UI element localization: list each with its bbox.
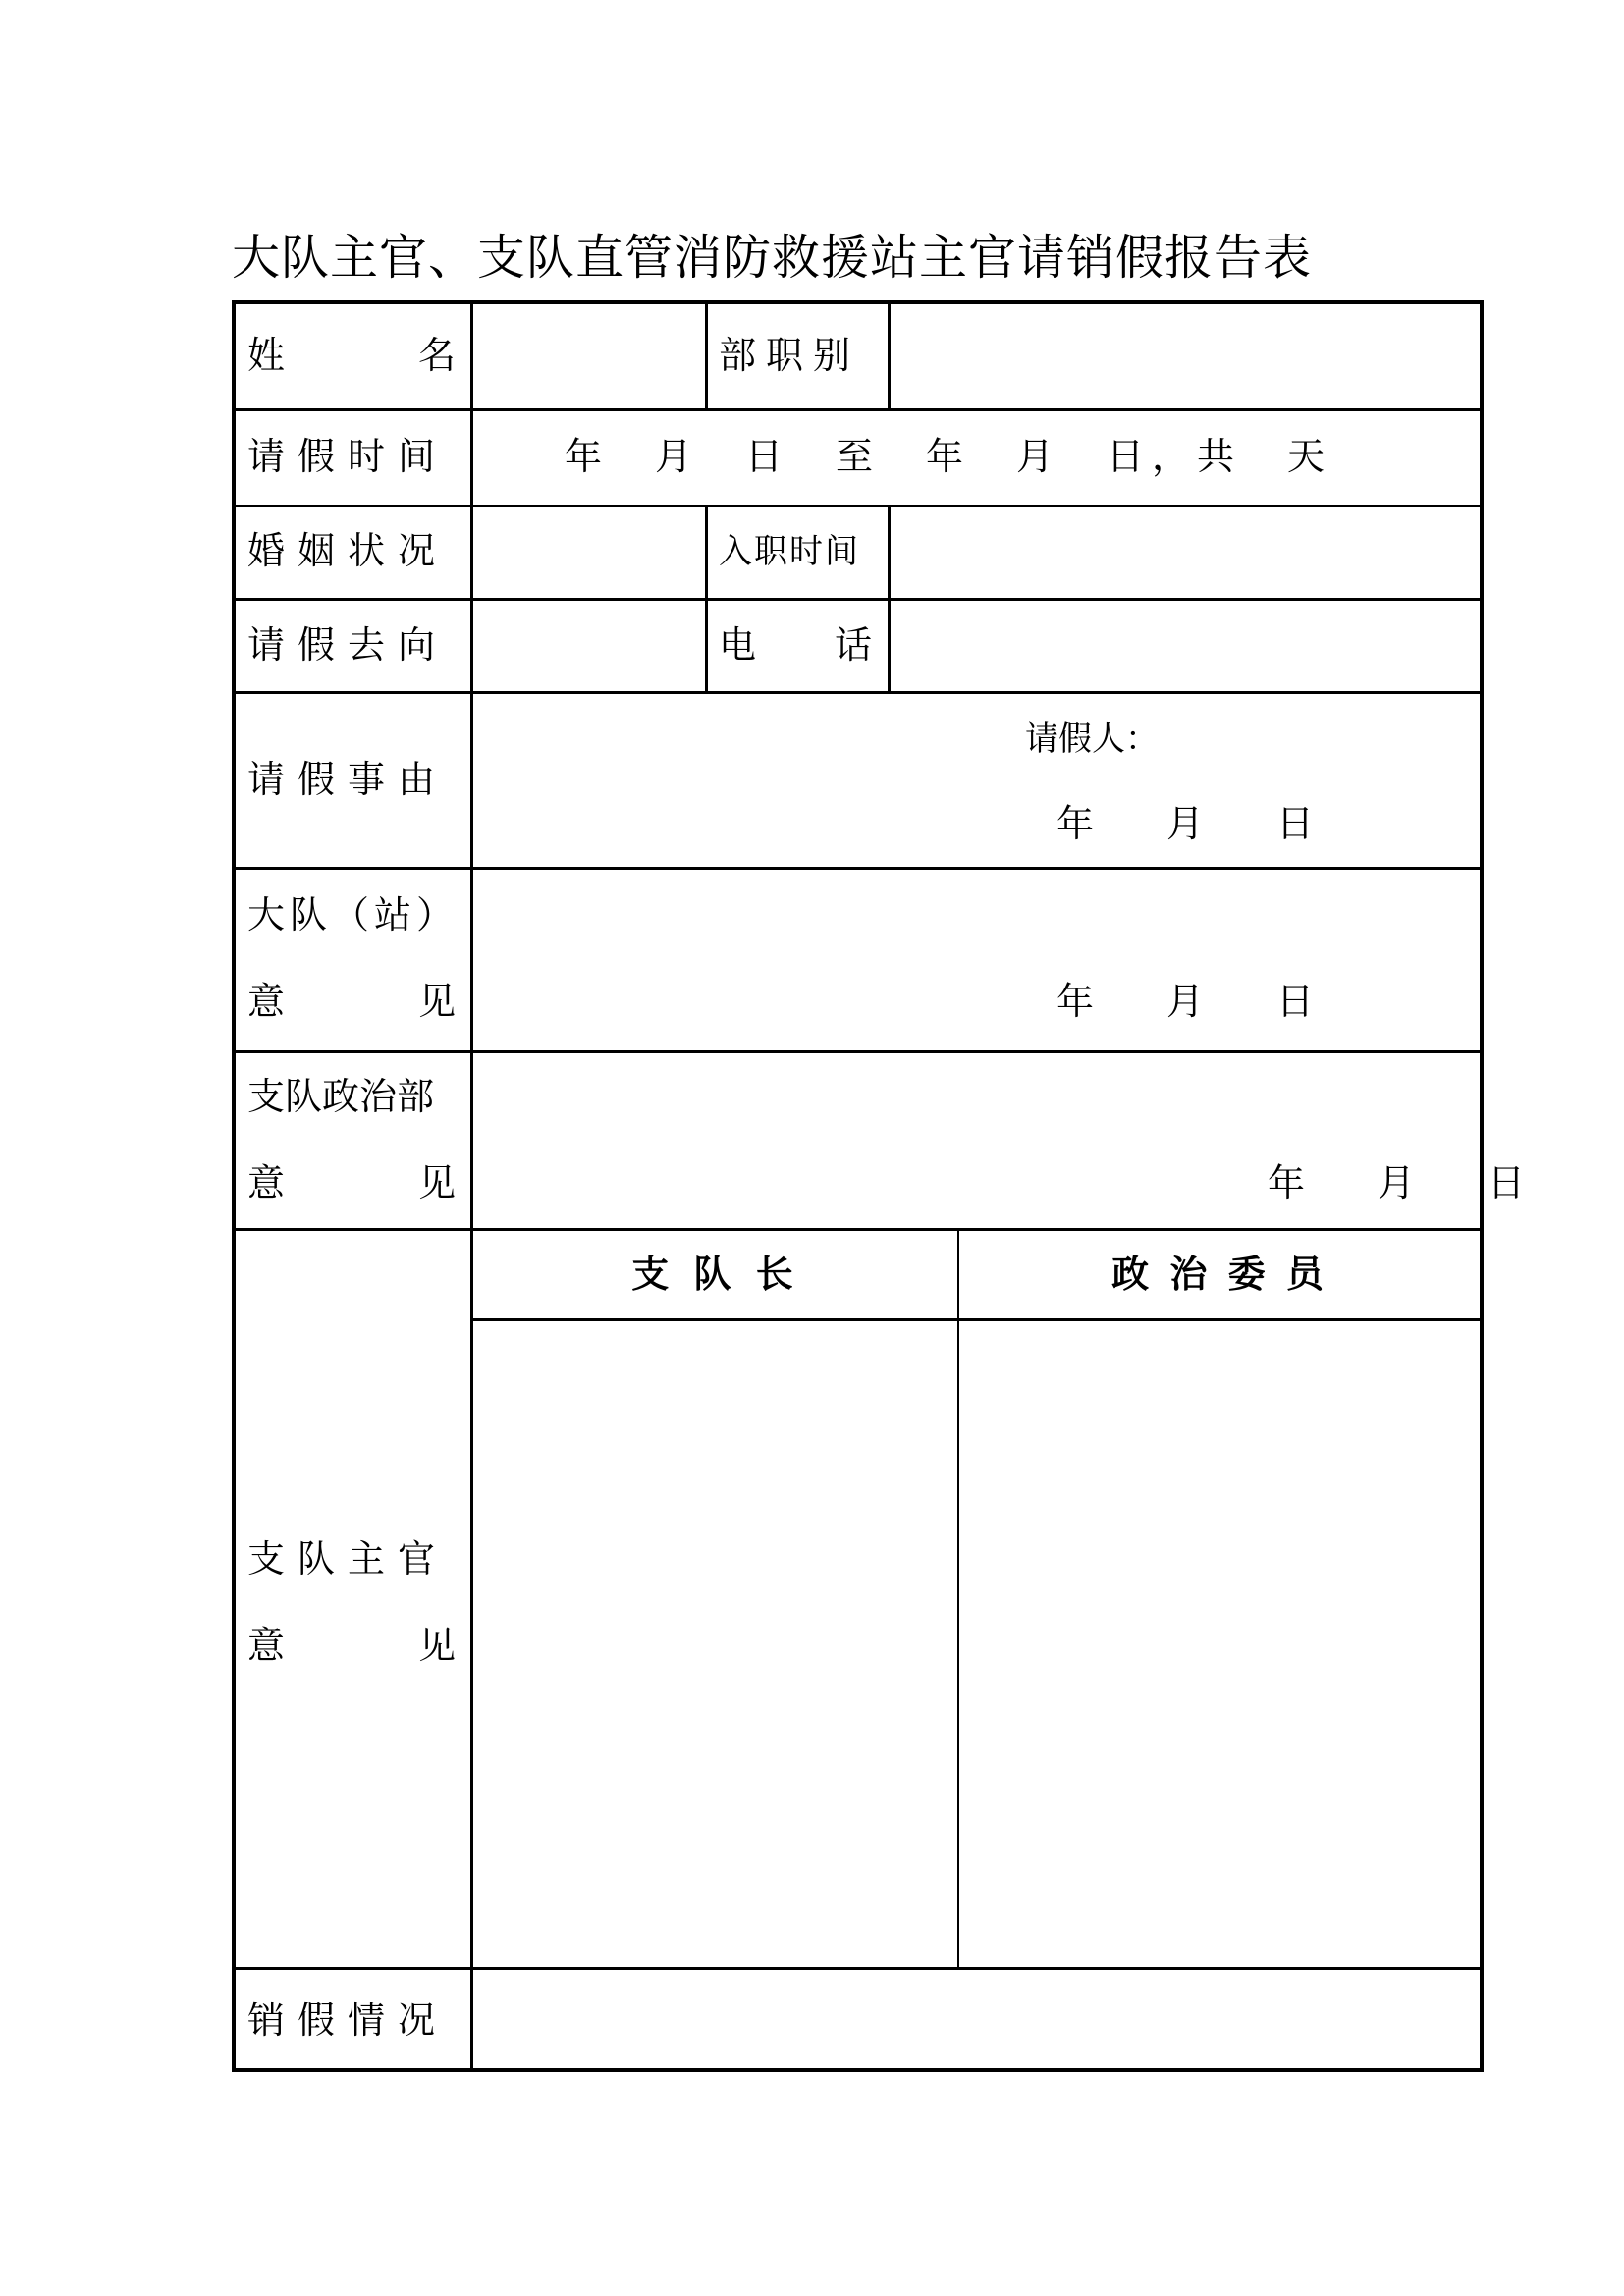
brigade-date: 年 月 日 bbox=[1056, 980, 1332, 1023]
phone-field[interactable] bbox=[892, 602, 1476, 688]
col-divider bbox=[705, 505, 708, 691]
row-divider bbox=[236, 1050, 1480, 1053]
reason-date: 年 月 日 bbox=[1056, 802, 1332, 845]
destination-label: 请假去向 bbox=[247, 623, 449, 667]
chief-opinion-label: 意 见 bbox=[247, 1624, 456, 1667]
leave-time-field[interactable]: 年 月 日 至 年 月 日，共 天 bbox=[565, 435, 1333, 478]
political-opinion-label: 意 见 bbox=[247, 1161, 456, 1204]
signature-col-divider bbox=[957, 1228, 959, 1967]
applicant-label: 请假人： bbox=[1025, 720, 1159, 759]
row-divider bbox=[236, 867, 1480, 870]
dept-position-label: 部职别 bbox=[719, 334, 861, 377]
brigade-opinion-label: 意 见 bbox=[247, 980, 456, 1023]
row-divider bbox=[236, 505, 1480, 507]
cancel-leave-label: 销假情况 bbox=[247, 1999, 449, 2042]
col-divider bbox=[888, 304, 891, 408]
commander-header: 支 队 长 bbox=[631, 1253, 799, 1296]
row-divider bbox=[470, 1318, 1480, 1321]
brigade-label: 大队（站） bbox=[247, 893, 460, 936]
label-column-divider bbox=[470, 304, 473, 2068]
marital-status-field[interactable] bbox=[474, 508, 702, 595]
row-divider bbox=[236, 1228, 1480, 1231]
commissar-opinion-field[interactable] bbox=[961, 1322, 1476, 1964]
row-divider bbox=[236, 408, 1480, 411]
cancel-leave-field[interactable] bbox=[474, 1971, 1476, 2064]
leave-report-form bbox=[232, 300, 1543, 2072]
name-field[interactable] bbox=[474, 308, 702, 406]
form-title: 大队主官、支队直管消防救援站主官请销假报告表 bbox=[232, 230, 1313, 286]
hire-date-label: 入职时间 bbox=[719, 532, 860, 571]
political-dept-label: 支队政治部 bbox=[247, 1075, 435, 1118]
hire-date-field[interactable] bbox=[892, 508, 1476, 595]
col-divider bbox=[888, 505, 891, 691]
row-divider bbox=[236, 1967, 1480, 1970]
destination-field[interactable] bbox=[474, 602, 702, 688]
reason-label: 请假事由 bbox=[247, 758, 449, 801]
chief-label: 支队主官 bbox=[247, 1537, 449, 1580]
name-label: 姓 名 bbox=[247, 334, 456, 377]
col-divider bbox=[705, 304, 708, 408]
commissar-header: 政 治 委 员 bbox=[1111, 1253, 1327, 1296]
commander-opinion-field[interactable] bbox=[474, 1322, 955, 1964]
row-divider bbox=[236, 691, 1480, 694]
dept-position-field[interactable] bbox=[892, 308, 1476, 406]
leave-time-label: 请假时间 bbox=[247, 435, 449, 478]
political-date: 年 月 日 bbox=[1268, 1161, 1543, 1204]
marital-status-label: 婚姻状况 bbox=[247, 529, 449, 572]
row-divider bbox=[236, 598, 1480, 601]
phone-label: 电 话 bbox=[719, 623, 872, 667]
